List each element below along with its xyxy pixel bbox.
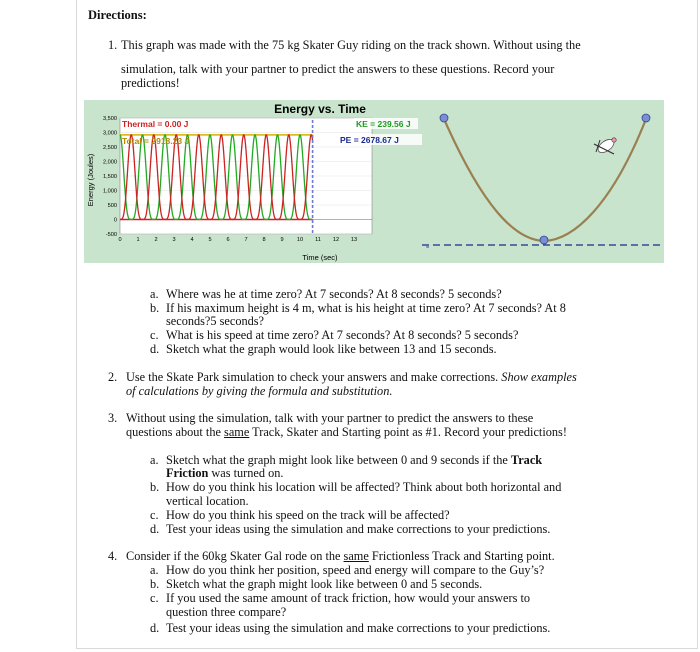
q1d-letter: d. <box>150 342 160 356</box>
q3d-letter: d. <box>150 522 160 536</box>
x-tick-label: 11 <box>315 237 321 243</box>
q4b-text: Sketch what the graph might look like between 0 and 5 seconds. <box>166 577 483 591</box>
x-tick-label: 8 <box>262 237 266 243</box>
chart-title: Energy vs. Time <box>274 102 366 116</box>
q1-line1: This graph was made with the 75 kg Skater Guy riding on the track shown. Without using the <box>121 38 581 52</box>
energy-figure <box>84 100 664 263</box>
q4c-letter: c. <box>150 591 159 605</box>
x-tick-label: 0 <box>118 237 122 243</box>
total-readout: Total = 2918.23 J <box>122 136 190 146</box>
y-tick-label: 3,000 <box>103 130 117 137</box>
q4d-text: Test your ideas using the simulation and make corrections to your predictions. <box>166 621 551 635</box>
q1b-letter: b. <box>150 301 160 315</box>
q4b-letter: b. <box>150 577 160 591</box>
q1-line3: predictions! <box>121 76 180 90</box>
y-axis-label: Energy (Joules) <box>86 153 95 207</box>
q1-number: 1. <box>108 38 118 52</box>
q2-line1: Use the Skate Park simulation to check your answers and make corrections. Show examples <box>126 370 577 384</box>
x-tick-label: 13 <box>350 237 358 243</box>
q3a-text-1: Sketch what the graph might look like between 0 and 9 seconds if the Track <box>166 453 543 467</box>
q3b-letter: b. <box>150 480 160 494</box>
y-tick-label: 1,000 <box>103 188 117 195</box>
y-tick-label: -500 <box>105 232 117 239</box>
q4c-text-1: If you used the same amount of track friction, how would your answers to <box>166 591 531 605</box>
q1a-letter: a. <box>150 287 159 301</box>
q3b-text-1: How do you think his location will be affected? Think about both horizontal and <box>166 480 562 494</box>
x-tick-label: 10 <box>296 237 304 243</box>
q4-line1: Consider if the 60kg Skater Gal rode on the same Frictionless Track and Starting point. <box>126 549 555 563</box>
q3a-text-2: Friction was turned on. <box>166 466 284 480</box>
track-control-point-left[interactable] <box>440 114 448 122</box>
x-tick-label: 9 <box>280 237 284 243</box>
x-tick-label: 2 <box>154 237 158 243</box>
q1b-text-2: seconds?5 seconds? <box>166 314 265 328</box>
pe-readout: PE = 2678.67 J <box>340 135 399 145</box>
x-tick-label: 3 <box>172 237 176 243</box>
q3d-text: Test your ideas using the simulation and make corrections to your predictions. <box>166 522 551 536</box>
y-tick-label: 3,500 <box>103 116 117 123</box>
y-tick-label: 2,000 <box>103 159 117 166</box>
q4-number: 4. <box>108 549 118 563</box>
q2-line2: of calculations by giving the formula and substitution. <box>126 384 393 398</box>
q4a-text: How do you think her position, speed and energy will compare to the Guy’s? <box>166 563 545 577</box>
track-control-point-bottom[interactable] <box>540 236 548 244</box>
q4a-letter: a. <box>150 563 159 577</box>
q1b-text-1: If his maximum height is 4 m, what is his height at time zero? At 7 seconds? At 8 <box>166 301 566 315</box>
q3c-text: How do you think his speed on the track will be affected? <box>166 508 450 522</box>
q1-line2: simulation, talk with your partner to predict the answers to these questions. Record your <box>121 62 555 76</box>
x-tick-label: 7 <box>244 237 248 243</box>
reference-line-handle-icon[interactable]: ≈ <box>426 245 430 251</box>
y-tick-label: 1,500 <box>103 174 117 181</box>
q3b-text-2: vertical location. <box>166 494 249 508</box>
q4d-letter: d. <box>150 621 160 635</box>
ke-readout: KE = 239.56 J <box>356 119 411 129</box>
q1c-text: What is his speed at time zero? At 7 seconds? At 8 seconds? 5 seconds? <box>166 328 519 342</box>
x-tick-label: 5 <box>208 237 212 243</box>
y-tick-label: 500 <box>107 203 117 210</box>
x-tick-label: 6 <box>226 237 230 243</box>
x-tick-label: 1 <box>136 237 140 243</box>
q2-number: 2. <box>108 370 118 384</box>
q4c-text-2: question three compare? <box>166 605 287 619</box>
y-tick-label: 2,500 <box>103 145 117 152</box>
x-tick-label: 4 <box>190 237 194 243</box>
thermal-readout: Thermal = 0.00 J <box>122 119 189 129</box>
q1d-text: Sketch what the graph would look like between 13 and 15 seconds. <box>166 342 497 356</box>
q3a-letter: a. <box>150 453 159 467</box>
x-tick-label: 12 <box>332 237 340 243</box>
q3c-letter: c. <box>150 508 159 522</box>
q1a-text: Where was he at time zero? At 7 seconds? At 8 seconds? 5 seconds? <box>166 287 502 301</box>
q1c-letter: c. <box>150 328 159 342</box>
directions-title: Directions: <box>88 8 147 22</box>
x-axis-label: Time (sec) <box>302 253 338 262</box>
q3-line2: questions about the same Track, Skater and Starting point as #1. Record your predictions! <box>126 425 567 439</box>
track-control-point-right[interactable] <box>642 114 650 122</box>
q3-line1: Without using the simulation, talk with your partner to predict the answers to these <box>126 411 534 425</box>
y-tick-label: 0 <box>113 217 117 224</box>
q3-number: 3. <box>108 411 118 425</box>
